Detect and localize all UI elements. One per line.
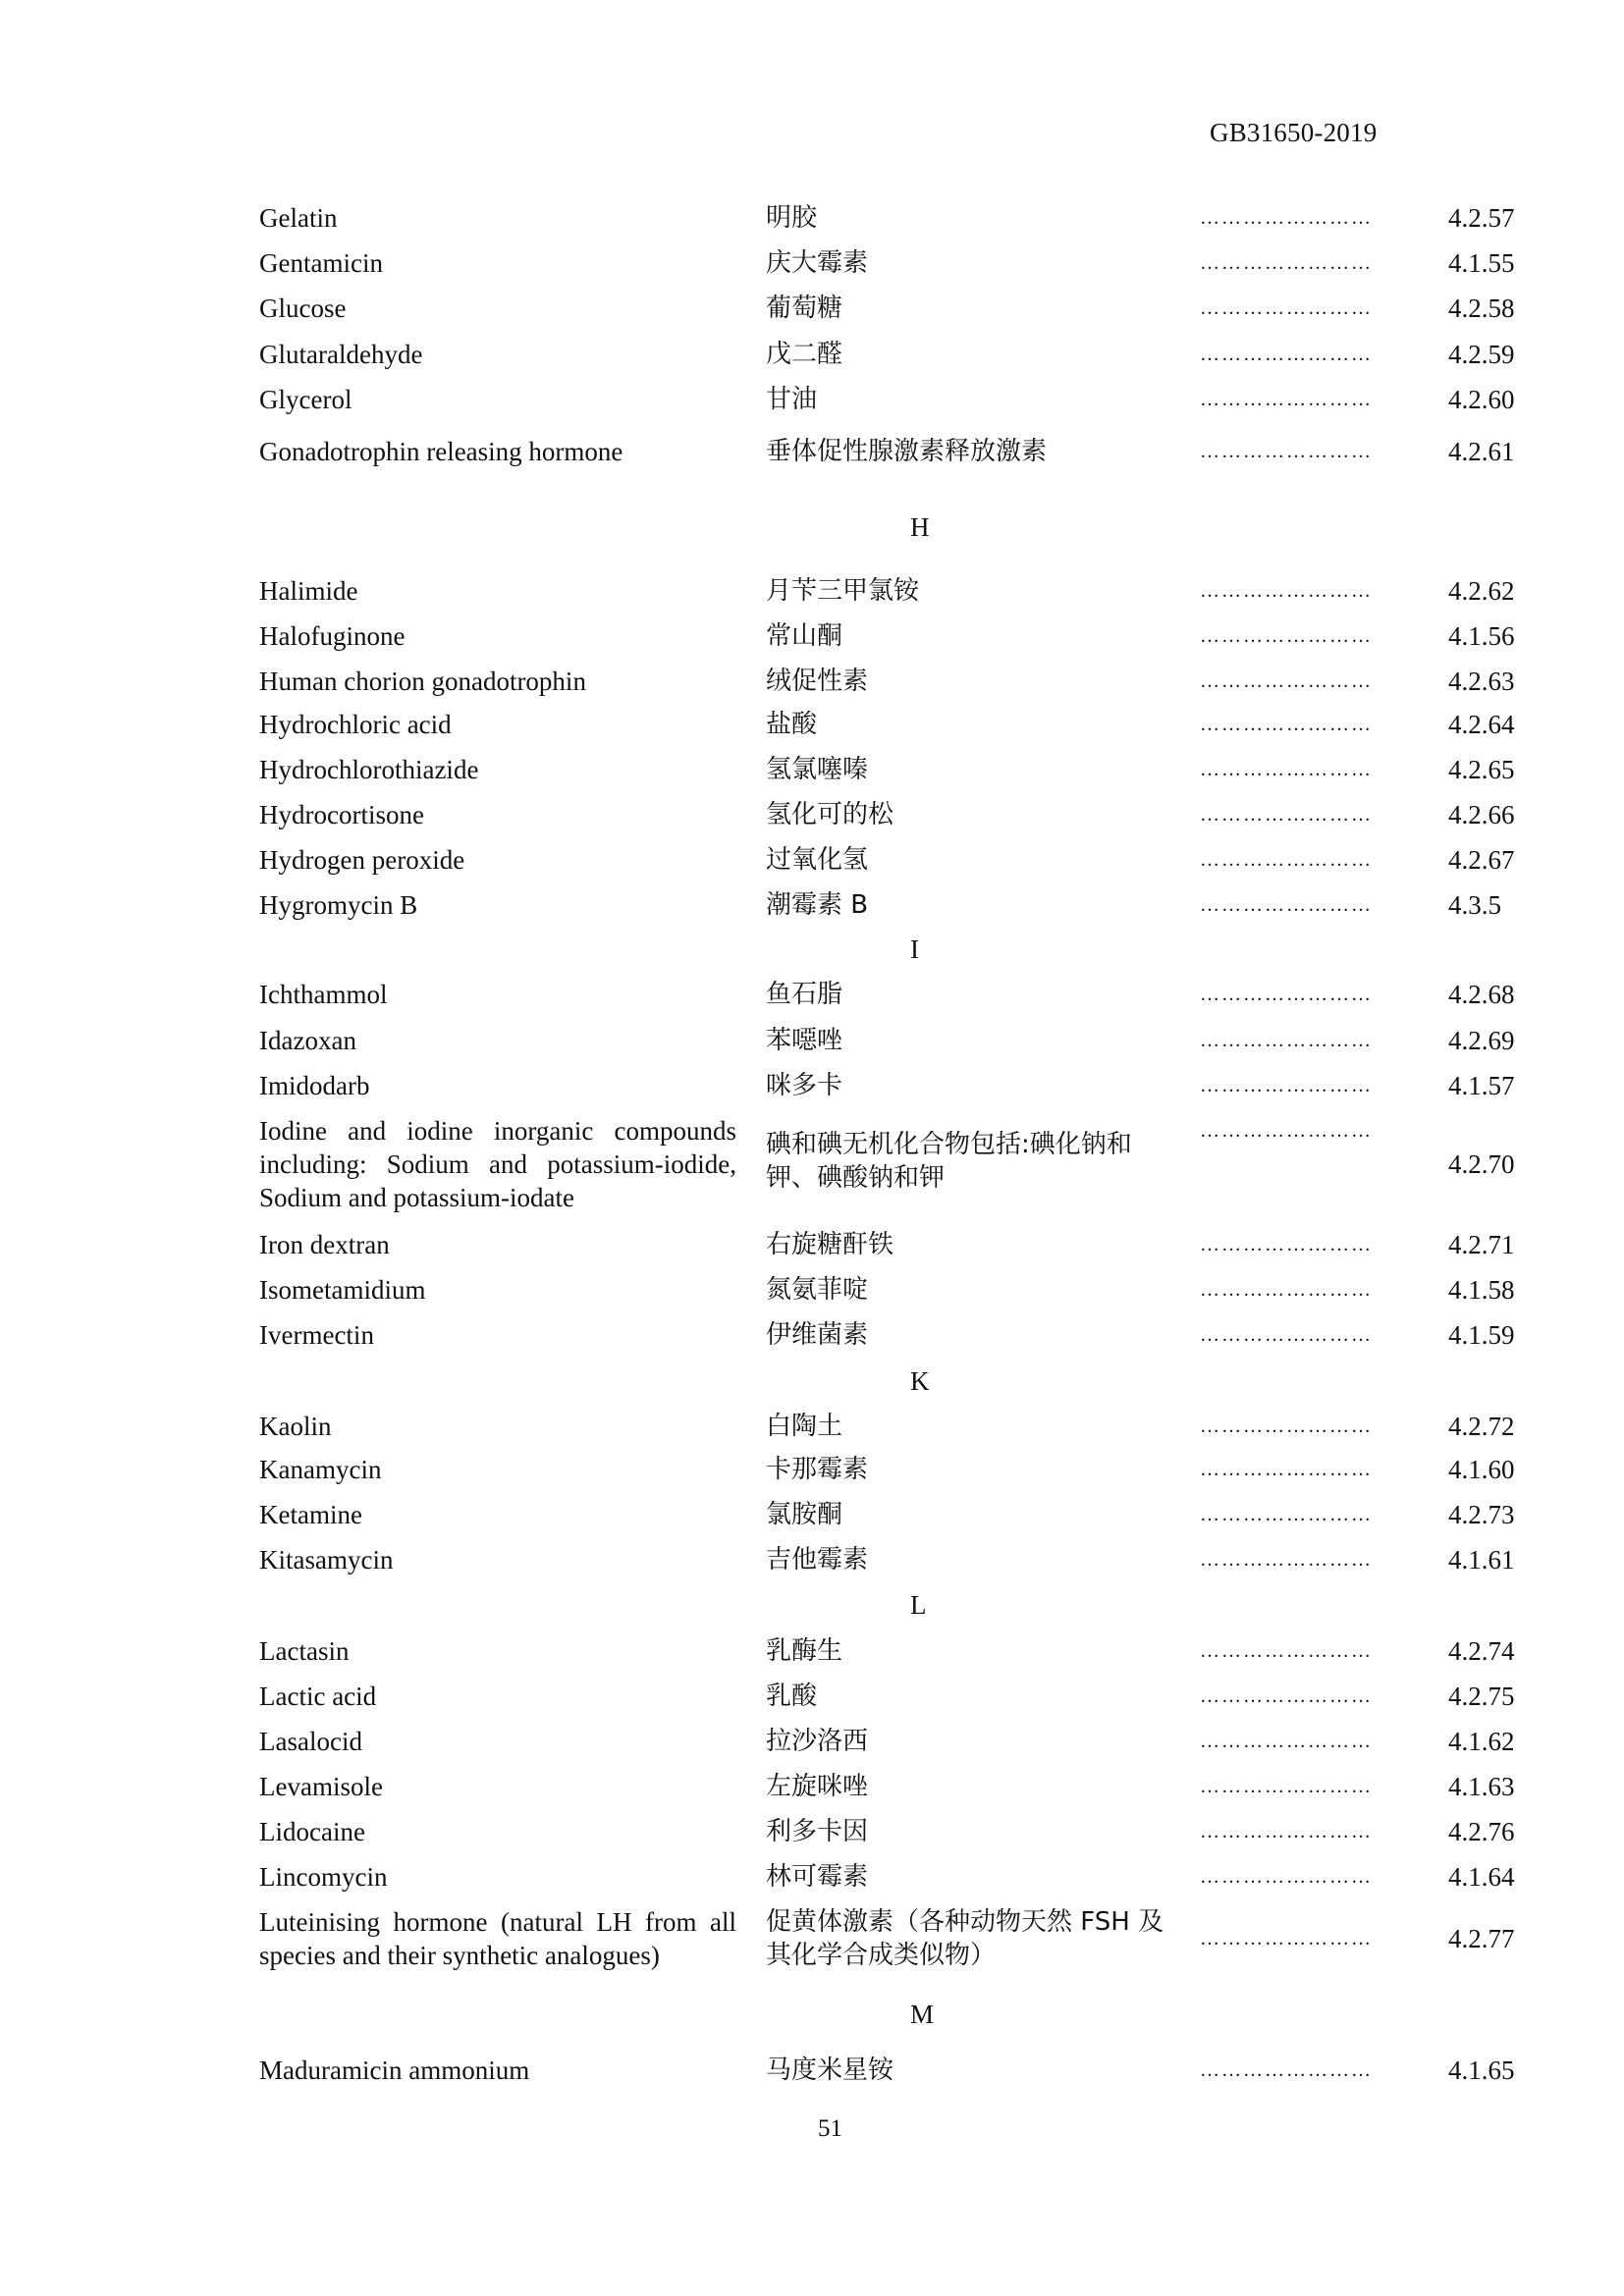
entry-english-name: Lasalocid (259, 1727, 362, 1756)
entry-section-ref: 4.2.71 (1448, 1230, 1515, 1259)
entry-leader-dots: …………………… (1200, 1415, 1373, 1437)
entry-section-ref: 4.2.72 (1448, 1412, 1515, 1441)
entry-chinese-name: 垂体促性腺激素释放激素 (766, 437, 1048, 466)
entry-leader-dots: …………………… (1200, 441, 1373, 462)
entry-chinese-name: 庆大霉素 (766, 248, 869, 278)
entry-chinese-name: 盐酸 (766, 710, 818, 739)
entry-section-ref: 4.1.57 (1448, 1071, 1515, 1100)
document-code: GB31650-2019 (1210, 118, 1378, 147)
entry-chinese-name: 白陶土 (766, 1412, 843, 1441)
entry-leader-dots: …………………… (1200, 389, 1373, 410)
entry-section-ref: 4.2.57 (1448, 203, 1515, 233)
entry-leader-dots: …………………… (1200, 804, 1373, 826)
entry-english-name: Glutaraldehyde (259, 340, 423, 369)
entry-leader-dots: …………………… (1200, 1030, 1373, 1051)
entry-section-ref: 4.1.59 (1448, 1320, 1515, 1350)
entry-chinese-name: 右旋糖酐铁 (766, 1230, 894, 1259)
entry-english-name: Hydrocortisone (259, 800, 424, 829)
entry-leader-dots: …………………… (1200, 580, 1373, 602)
entry-english-name: Maduramicin ammonium (259, 2056, 530, 2085)
entry-leader-dots: …………………… (1200, 2059, 1373, 2081)
entry-chinese-name: 甘油 (766, 385, 818, 414)
entry-english-name: Human chorion gonadotrophin (259, 667, 586, 696)
entry-english-name: Halimide (259, 576, 358, 606)
entry-chinese-name: 左旋咪唑 (766, 1772, 869, 1801)
entry-leader-dots: …………………… (1200, 1731, 1373, 1752)
entry-english-name: Lincomycin (259, 1862, 388, 1892)
entry-leader-dots: …………………… (1200, 1324, 1373, 1346)
entry-english-name: Imidodarb (259, 1071, 370, 1100)
entry-section-ref: 4.1.56 (1448, 621, 1515, 651)
entry-leader-dots: …………………… (1200, 1821, 1373, 1842)
entry-leader-dots: …………………… (1200, 894, 1373, 916)
entry-chinese-name: 乳酶生 (766, 1636, 843, 1666)
entry-english-name: Luteinising hormone (natural LH from all species and their synthetic analogues) (259, 1907, 736, 1970)
entry-chinese-name: 过氧化氢 (766, 845, 869, 875)
entry-leader-dots: …………………… (1200, 625, 1373, 647)
entry-chinese-name: 卡那霉素 (766, 1455, 869, 1484)
entry-english-name: Hydrochlorothiazide (259, 755, 479, 784)
entry-section-ref: 4.1.58 (1448, 1275, 1515, 1305)
entry-chinese-name: 碘和碘无机化合物包括:碘化钠和钾、碘酸钠和钾 (766, 1130, 1132, 1193)
entry-english-name: Ivermectin (259, 1320, 374, 1350)
entry-leader-dots: …………………… (1200, 670, 1373, 692)
entry-leader-dots: …………………… (1200, 252, 1373, 274)
entry-section-ref: 4.2.77 (1448, 1924, 1515, 1953)
entry-section-ref: 4.2.66 (1448, 800, 1515, 829)
entry-leader-dots: …………………… (1200, 1120, 1373, 1142)
entry-leader-dots: …………………… (1200, 1234, 1373, 1255)
entry-leader-dots: …………………… (1200, 1549, 1373, 1571)
section-letter: L (910, 1590, 927, 1620)
entry-section-ref: 4.1.61 (1448, 1545, 1515, 1575)
entry-english-name: Isometamidium (259, 1275, 426, 1305)
entry-english-name: Ketamine (259, 1500, 362, 1529)
entry-section-ref: 4.1.62 (1448, 1727, 1515, 1756)
entry-chinese-name: 乳酸 (766, 1682, 818, 1711)
entry-english-name: Idazoxan (259, 1026, 356, 1055)
entry-chinese-name: 葡萄糖 (766, 294, 843, 323)
entry-chinese-name: 拉沙洛西 (766, 1727, 869, 1756)
entry-section-ref: 4.2.63 (1448, 667, 1515, 696)
entry-english-name: Gentamicin (259, 248, 383, 278)
entry-chinese-name: 马度米星铵 (766, 2056, 894, 2085)
entry-english-name: Hydrochloric acid (259, 710, 452, 739)
entry-leader-dots: …………………… (1200, 1685, 1373, 1707)
entry-section-ref: 4.1.55 (1448, 248, 1515, 278)
entry-chinese-name: 咪多卡 (766, 1071, 843, 1100)
entry-leader-dots: …………………… (1200, 1928, 1373, 1949)
entry-chinese-name: 鱼石脂 (766, 980, 843, 1009)
entry-leader-dots: …………………… (1200, 1279, 1373, 1301)
entry-english-name: Iodine and iodine inorganic compounds including: Sodium and potassium-iodide, Sodium and potassium-iodate (259, 1116, 736, 1212)
entry-chinese-name: 绒促性素 (766, 667, 869, 696)
entry-section-ref: 4.2.69 (1448, 1026, 1515, 1055)
entry-chinese-name: 吉他霉素 (766, 1545, 869, 1575)
entry-leader-dots: …………………… (1200, 1640, 1373, 1662)
entry-english-name: Glycerol (259, 385, 352, 414)
section-letter: H (910, 512, 930, 542)
entry-english-name: Levamisole (259, 1772, 383, 1801)
entry-chinese-name: 氢化可的松 (766, 800, 894, 829)
entry-english-name: Kanamycin (259, 1455, 382, 1484)
entry-chinese-name: 氢氯噻嗪 (766, 755, 869, 784)
entry-leader-dots: …………………… (1200, 207, 1373, 229)
entry-section-ref: 4.2.64 (1448, 710, 1515, 739)
entry-english-name: Halofuginone (259, 621, 406, 651)
entry-leader-dots: …………………… (1200, 759, 1373, 780)
entry-section-ref: 4.2.70 (1448, 1149, 1515, 1179)
entry-section-ref: 4.1.64 (1448, 1862, 1515, 1892)
entry-english-name: Glucose (259, 294, 347, 323)
entry-chinese-name: 促黄体激素（各种动物天然 FSH 及其化学合成类似物） (766, 1907, 1164, 1970)
entry-section-ref: 4.2.76 (1448, 1817, 1515, 1846)
entry-leader-dots: …………………… (1200, 1504, 1373, 1525)
section-letter: K (910, 1366, 930, 1396)
entry-section-ref: 4.2.75 (1448, 1682, 1515, 1711)
entry-leader-dots: …………………… (1200, 1459, 1373, 1480)
entry-leader-dots: …………………… (1200, 1075, 1373, 1096)
entry-chinese-name: 氯胺酮 (766, 1500, 843, 1529)
entry-leader-dots: …………………… (1200, 984, 1373, 1005)
entry-english-name: Lactic acid (259, 1682, 377, 1711)
entry-section-ref: 4.1.65 (1448, 2056, 1515, 2085)
entry-section-ref: 4.2.61 (1448, 437, 1515, 466)
entry-section-ref: 4.2.67 (1448, 845, 1515, 875)
entry-section-ref: 4.2.73 (1448, 1500, 1515, 1529)
entry-chinese-name: 苯噁唑 (766, 1026, 843, 1055)
entry-chinese-name: 戊二醛 (766, 340, 843, 369)
entry-section-ref: 4.2.62 (1448, 576, 1515, 606)
entry-leader-dots: …………………… (1200, 1776, 1373, 1797)
section-letter: M (910, 2000, 935, 2029)
entry-english-name: Gelatin (259, 203, 338, 233)
entry-chinese-name: 潮霉素 B (766, 890, 869, 920)
entry-english-name: Gonadotrophin releasing hormone (259, 437, 623, 466)
entry-section-ref: 4.2.74 (1448, 1636, 1515, 1666)
page-number: 51 (818, 2115, 842, 2142)
entry-section-ref: 4.2.60 (1448, 385, 1515, 414)
entry-section-ref: 4.3.5 (1448, 890, 1501, 920)
entry-chinese-name: 伊维菌素 (766, 1320, 869, 1350)
entry-section-ref: 4.2.68 (1448, 980, 1515, 1009)
entry-chinese-name: 氮氨菲啶 (766, 1275, 869, 1305)
entry-english-name: Lactasin (259, 1636, 350, 1666)
entry-leader-dots: …………………… (1200, 714, 1373, 735)
entry-english-name: Iron dextran (259, 1230, 390, 1259)
entry-section-ref: 4.2.58 (1448, 294, 1515, 323)
entry-english-name: Hydrogen peroxide (259, 845, 465, 875)
entry-leader-dots: …………………… (1200, 849, 1373, 871)
entry-chinese-name: 林可霉素 (766, 1862, 869, 1892)
entry-leader-dots: …………………… (1200, 297, 1373, 319)
entry-leader-dots: …………………… (1200, 344, 1373, 365)
entry-chinese-name: 利多卡因 (766, 1817, 869, 1846)
entry-english-name: Kaolin (259, 1412, 332, 1441)
entry-chinese-name: 明胶 (766, 203, 818, 233)
entry-section-ref: 4.1.60 (1448, 1455, 1515, 1484)
entry-chinese-name: 常山酮 (766, 621, 843, 651)
entry-english-name: Hygromycin B (259, 890, 418, 920)
section-letter: I (910, 934, 919, 964)
entry-chinese-name: 月苄三甲氯铵 (766, 576, 920, 606)
entry-english-name: Lidocaine (259, 1817, 365, 1846)
entry-section-ref: 4.2.65 (1448, 755, 1515, 784)
entry-english-name: Ichthammol (259, 980, 388, 1009)
entry-english-name: Kitasamycin (259, 1545, 394, 1575)
entry-leader-dots: …………………… (1200, 1866, 1373, 1888)
entry-section-ref: 4.2.59 (1448, 340, 1515, 369)
entry-section-ref: 4.1.63 (1448, 1772, 1515, 1801)
